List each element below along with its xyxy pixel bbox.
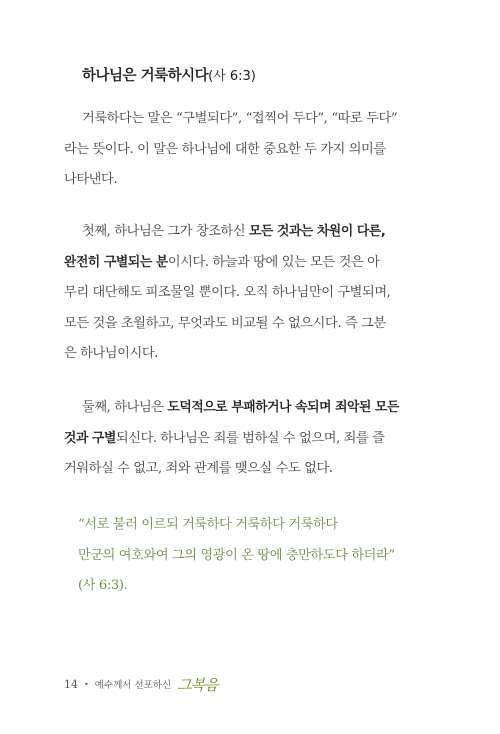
section-heading [82,64,256,85]
paragraph-line: 라는 뜻이다. 이 말은 하나님에 대한 중요한 두 가지 의미를 [64,141,386,157]
paragraph-line: 거워하실 수 없고, 죄와 관계를 맺으실 수도 없다. [64,461,333,476]
paragraph-text: 이시다. 하늘과 땅에 있는 모든 것은 아 [167,254,380,270]
scripture-quote [64,510,424,602]
quote-line: 만군의 여호와여 그의 영광이 온 땅에 충만하도다 하더라” [78,547,395,563]
paragraph-line [64,217,416,248]
paragraph-first-point [64,217,416,370]
quote-line: (사 6:3). [78,578,128,593]
page-footer [64,672,218,696]
page-number: 14 [64,677,78,691]
paragraph-line [64,424,416,455]
section-heading-title: 하나님은 거룩하시다 [82,68,209,84]
paragraph-second-point [64,393,416,485]
book-logo: 그복음 [177,675,218,694]
emphasis-text: 도덕적으로 부패하거나 속되며 죄악된 모든 [167,400,399,415]
paragraph-text: 되신다. 하나님은 죄를 범하실 수 없으며, 죄를 즐 [115,430,385,446]
paragraph-line [64,393,416,424]
quote-line: “서로 불러 이르되 거룩하다 거룩하다 거룩하다 [78,517,338,532]
paragraph-line: 모든 것을 초월하고, 무엇과도 비교될 수 없으시다. 즉 그분 [64,315,386,331]
paragraph-text: 둘째, 하나님은 [82,400,168,415]
paragraph-text: 첫째, 하나님은 그가 창조하신 [82,224,250,239]
emphasis-text: 것과 구별 [64,430,116,446]
paragraph-line: 무리 대단해도 피조물일 뿐이다. 오직 하나님만이 구별되며, [64,285,391,300]
emphasis-text: 완전히 구별되는 분 [64,254,168,270]
paragraph-line: 거룩하다는 말은 “구별되다”, “접찍어 두다”, “따로 두다” [82,111,398,126]
paragraph-meaning [64,104,416,196]
paragraph-line: 은 하나님이시다. [64,346,158,361]
footer-separator: • [84,679,89,689]
emphasis-text: 모든 것과는 차원이 다른, [249,224,386,239]
paragraph-line: 나타낸다. [64,172,118,187]
book-title: 예수께서 선포하신 [94,680,172,691]
paragraph-line [64,248,416,279]
section-heading-reference: (사 6:3) [208,69,256,84]
